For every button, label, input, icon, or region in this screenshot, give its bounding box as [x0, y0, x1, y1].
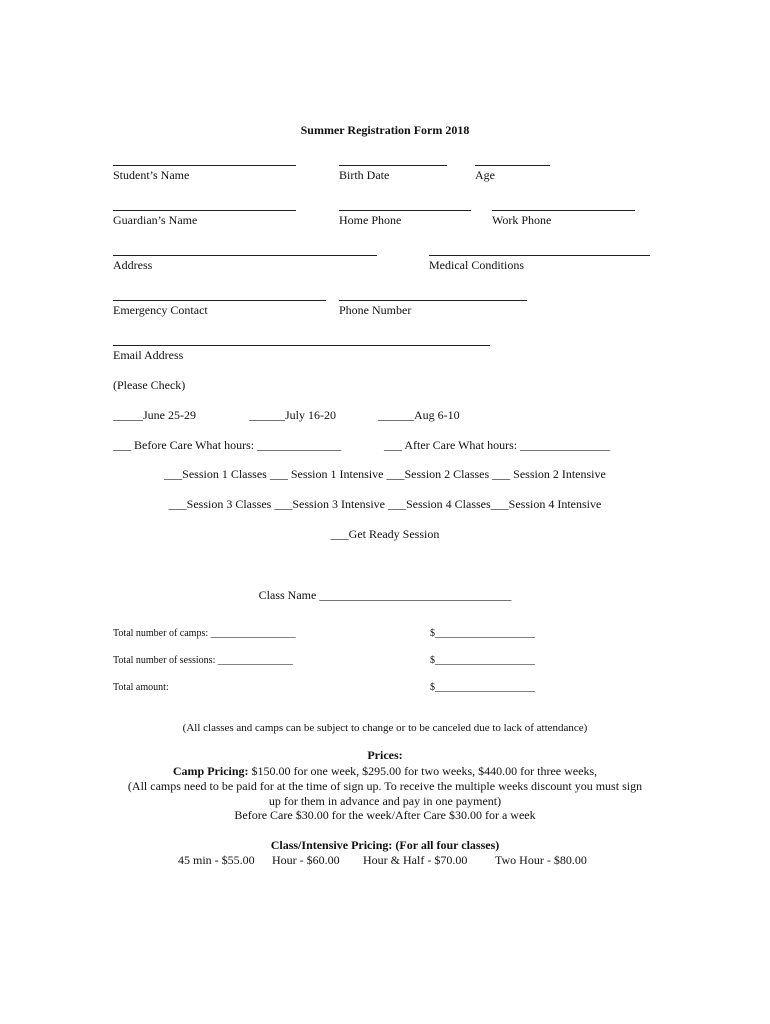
- age-line[interactable]: [475, 165, 550, 166]
- disclaimer-text: (All classes and camps can be subject to change or to be canceled due to lack of attendance): [182, 722, 588, 734]
- camp-pricing-label: Camp Pricing:: [172, 764, 249, 778]
- total-amount-label: Total amount:: [113, 682, 169, 693]
- total-amount-value[interactable]: $____________________: [430, 682, 535, 693]
- guardian-name-line[interactable]: [113, 210, 296, 211]
- address-label: Address: [113, 258, 153, 272]
- get-ready-session-option[interactable]: ___Get Ready Session: [330, 527, 440, 541]
- phone-number-line[interactable]: [339, 300, 527, 301]
- form-title: Summer Registration Form 2018: [300, 123, 470, 137]
- student-name-label: Student’s Name: [113, 168, 190, 182]
- age-label: Age: [475, 168, 495, 182]
- total-sessions-label[interactable]: Total number of sessions: _______________: [113, 655, 293, 666]
- camp-pricing-note-1: (All camps need to be paid for at the time of sign up. To receive the multiple weeks discount you must sign: [127, 779, 643, 793]
- email-address-line[interactable]: [113, 345, 490, 346]
- prices-heading: Prices:: [367, 748, 403, 762]
- sessions-row-1[interactable]: ___Session 1 Classes ___ Session 1 Intensive ___Session 2 Classes ___ Session 2 Intensive: [164, 467, 606, 481]
- care-pricing-text: Before Care $30.00 for the week/After Care $30.00 for a week: [234, 808, 536, 822]
- address-line[interactable]: [113, 255, 377, 256]
- email-address-label: Email Address: [113, 348, 184, 362]
- week-june-option[interactable]: _____June 25-29: [113, 408, 196, 422]
- birth-date-label: Birth Date: [339, 168, 390, 182]
- student-name-line[interactable]: [113, 165, 296, 166]
- medical-conditions-label: Medical Conditions: [429, 258, 524, 272]
- total-sessions-amount[interactable]: $____________________: [430, 655, 535, 666]
- before-care-option[interactable]: ___ Before Care What hours: ______________: [113, 438, 342, 452]
- after-care-option[interactable]: ___ After Care What hours: _______________: [384, 438, 611, 452]
- guardian-name-label: Guardian’s Name: [113, 213, 198, 227]
- camp-pricing-line: [0, 764, 770, 779]
- please-check-label: (Please Check): [113, 378, 186, 392]
- emergency-contact-label: Emergency Contact: [113, 303, 208, 317]
- sessions-row-2[interactable]: ___Session 3 Classes ___Session 3 Intensive ___Session 4 Classes___Session 4 Intensive: [168, 497, 602, 511]
- work-phone-line[interactable]: [492, 210, 635, 211]
- camp-pricing-text: $150.00 for one week, $295.00 for two weeks, $440.00 for three weeks,: [248, 764, 598, 778]
- total-camps-amount[interactable]: $____________________: [430, 628, 535, 639]
- work-phone-label: Work Phone: [492, 213, 552, 227]
- home-phone-line[interactable]: [339, 210, 471, 211]
- phone-number-label: Phone Number: [339, 303, 412, 317]
- camp-pricing-note-2: up for them in advance and pay in one payment): [268, 794, 502, 808]
- class-option-hour-half: Hour & Half - $70.00: [363, 853, 468, 867]
- class-option-two-hour: Two Hour - $80.00: [495, 853, 587, 867]
- class-option-45-min: 45 min - $55.00: [178, 853, 255, 867]
- medical-conditions-line[interactable]: [429, 255, 650, 256]
- week-aug-option[interactable]: ______Aug 6-10: [378, 408, 460, 422]
- class-name-field[interactable]: Class Name ________________________________: [258, 588, 512, 602]
- total-camps-label[interactable]: Total number of camps: _________________: [113, 628, 296, 639]
- week-july-option[interactable]: ______July 16-20: [249, 408, 336, 422]
- emergency-contact-line[interactable]: [113, 300, 326, 301]
- home-phone-label: Home Phone: [339, 213, 402, 227]
- birth-date-line[interactable]: [339, 165, 447, 166]
- class-pricing-heading: Class/Intensive Pricing: (For all four classes): [270, 838, 500, 852]
- class-option-hour: Hour - $60.00: [272, 853, 340, 867]
